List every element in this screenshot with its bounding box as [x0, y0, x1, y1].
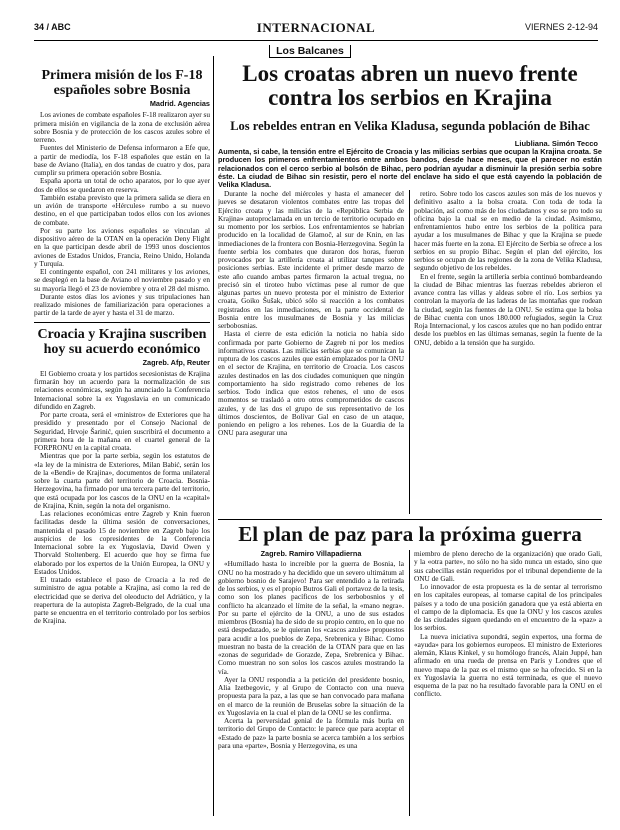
article-f18-title: Primera misión de los F-18 españoles sobre Bosnia [41, 68, 203, 98]
article-croacia-title: Croacia y Krajina suscriben hoy su acuerdo económico [37, 326, 207, 357]
article-croacia-krajina [34, 327, 210, 626]
left-column [34, 68, 210, 816]
page-number: 34 / ABC [34, 22, 71, 32]
main-para: Durante la noche del miércoles y hasta el amanecer del jueves se desataron violentos combates entre las tropas del Ejército croata y las milicias de la «República Serbia de Krajina» autoproclamada en un tercio de territorio ocupado en su momento por los serbios. Los enfrentamientos se habrían producido en la localidad de Glamoč, al sur de Knin, en las inmediaciones de la frontera con Bosnia-Herzegovina. Según la fuente serbia los combates que duraron dos horas, fueron provocados por la artillería croata al utilizar tanques sobre posiciones serbias. Este incidente el primer desde marzo de este año cuando ambas partes firmaron la actual tregua, no precisó sin el tiroteo hubo víctimas pese al rumor de que algunas partes un nuevo protesta por el ministro de Exterior croata, Goiko Šušak, ubicó sólo si reacción a los combates registrados en las inmediaciones, en la parte occidental de Bosnia entre los musulmanes de Bosnia y las milicias serbobosnias. [218, 190, 404, 330]
article-divider [34, 322, 210, 323]
issue-date: VIERNES 2-12-94 [524, 22, 598, 32]
box-column-2 [414, 550, 602, 816]
main-para: Hasta el cierre de esta edición la noticia no había sido confirmada por parte Gobierno de Zagreb ni por los medios informativos croatas. Las milicias serbias que se comunican la ruptura de los cascos azules que están emplazados por la ONU en el sector de Krajina, en territorio de Croacia. Los cascos azules destinados en las dos ciudades comuniquen que ningún comportamiento ha sido registrado como rehenes de los serbios. Todo indica que estos rehenes, el uno de esos momentos se trasladó a otro otros comprometidos de cascos azules, y de las dos el grupo de sus representativo de los últimos doscientos, de Bolívar Gal en caso de un ataque, poniendo en peligro a los rehenes. Los de la Guardia de la ONU para asegurar una [218, 329, 404, 438]
article-croacia-byline: Zagreb. Afp, Reuter [142, 357, 210, 367]
article-f18-para: Por su parte los aviones españoles se vinculan al dispositivo aéreo de la OTAN en la operación Deny Flight en la que participan desde abril de 1993 unos doscientos aviones de Estados Unidos, Francia, Reino Unido, Holanda y Turquía. [34, 225, 210, 268]
subsection-tab [0, 41, 620, 59]
article-f18-para: Los aviones de combate españoles F-18 realizaron ayer su primera misión en vigilancia de la zona de exclusión aérea sobre Bosnia y de protección de los cascos azules sobre el terreno. [34, 110, 210, 144]
box-para: Lo innovador de esta propuesta es la de sentar al terrorismo en los capitales europeas, al tomarse capital de los principales países y a todo de una posición ganadora que ya está abierta en el campo de la diplomacia. Es que la ONU y los cascos azules de las ciudades siguen quedando en el encuentro de la «paz» a los serbios. [414, 582, 602, 633]
main-headline: Los croatas abren un nuevo frente contra los serbios en Krajina [242, 61, 578, 110]
article-f18-byline: Madrid. Agencias [149, 99, 210, 108]
article-f18-para: Fuentes del Ministerio de Defensa informaron a Efe que, a partir de mediodía, los F-18 españoles que están en la base de Aviano (Italia), en dos tandas de cuatro y dos, para cumplir su primera operación sobre Bosnia. [34, 143, 210, 177]
column-divider [409, 190, 410, 514]
main-column-2 [414, 190, 602, 514]
main-para: En el frente, según la artillería serbia continuó bombardeando la ciudad de Bihac mientras las fuerzas rebeldes abrieron el avance contra las villas y aldeas sobre el río. Los serbios ya controlan la mayoría de las laderas de las montañas que rodean la ciudad, según las fuentes de la ONU. Se estima que la bolsa de Bihac cuenta con unos 180.000 refugiados, según la Cruz Roja Internacional, y los cascos azules que no han podido entrar desde los pueblos en las últimas semanas, según la fuente de la ONU, debido a la tensión que ha surgido. [414, 271, 602, 347]
main-para: retiro. Sobre todo los cascos azules son más de los nuevos y definitivo asalto a la bolsa croata. Con toda de toda la población, así como más de los ciudadanos y eso se pro todo su oficina bajo la cual se en medio de la ciudad. Asimismo, enfrentamientos hubo entre los serbios de la política para ayudar a los musulmanes de Bihac y que la Krajina se puede hacer más fuerte en la zona. El Ejército de Serbia se ofrece a los serbios en su propio Bihac. Según el plan del ejército, los serbios se ocupan de las regiones de la zona de Velika Kladusa, segundo objetivo de los rebeldes. [414, 190, 602, 273]
column-divider [409, 550, 410, 816]
section-title: INTERNACIONAL [256, 20, 376, 35]
column-divider [213, 56, 214, 816]
article-f18-para: Durante estos días los aviones y sus tripulaciones han realizado misiones de familiarización para operaciones a partir de la tarde de ayer y hasta el 31 de marzo. [34, 291, 210, 318]
article-croacia-para: Por parte croata, será el «ministro» de Exteriores que ha presidido y presentado por el Consejo Nacional de Seguridad, Hrvoje Šarinić, quien suscribirá el documento a primera hora de la mañana en el cuartel general de la FORPRONU en la capital croata. [34, 410, 210, 452]
article-croacia-para: El Gobierno croata y los partidos secesionistas de Krajina firmarán hoy un acuerdo para la normalización de sus relaciones económicas, según ha anunciado la Conferencia Internacional sobre la ex Yugoslavia en un comunicado difundido en Zagreb. [34, 368, 210, 411]
box-para: miembro de pleno derecho de la organización) que orado Gali, y la «otra parte», no sólo no ha sido nunca un estado, sino que sus cabecillas están requeridos por el tribunal dependiente de la ONU de Gali. [414, 550, 602, 583]
box-para: Ayer la ONU respondía a la petición del presidente bosnio, Alia Izetbegovic, y al Grupo de Contacto con una nueva propuesta para la paz, a las que se han convocado para mañana en el marco de la reunión de Bruselas sobre la situación de la ex Yugoslavia en la cual el plan de la ONU se les confirma. [218, 674, 404, 717]
article-f18-para: También estaba previsto que la primera salida se diera en un avión de transporte «Hércules» rumbo a su nuevo destino, en el que participaban todos ellos con los aviones de combate. [34, 192, 210, 227]
box-byline: Zagreb. Ramiro Villapadierna [260, 550, 362, 558]
article-f18-para: El contingente español, con 241 militares y los aviones, se desplegó en la base de Aviano el noviembre pasado y en su mayoría llegó el 23 de noviembre y otra el 28 del mismo. [34, 267, 210, 293]
main-lede: Aumenta, si cabe, la tensión entre el Ejército de Croacia y las milicias serbias que ocupan la Krajina croata. Se producen los primeros enfrentamientos entre ambos bandos, desde hace meses, que el parecer no están relacionados con el cerco serbio al bolsón de Bihac, pero podrían ayudar a disminuir la presión serbia sobre éste. La ciudad de Bihac sin resistir, pero el norte del enclave ha sido el que está cayendo la población de Velika Kladusa. [218, 147, 602, 190]
main-deck: Los rebeldes entran en Velika Kladusa, segunda población de Bihac [230, 119, 590, 133]
box-para: La nueva iniciativa supondrá, según expertos, una forma de «ayuda» para los gobiernos europeos. El ministro de Exteriores alemán, Klaus Kinkel, y su homólogo francés, Alain Juppé, han afirmado en una rueda de prensa en París y Londres que el nuevo mapa de la paz es el mismo que se ha ofrecido. Si en la ex Yugoslavia la guerra no está terminada, es que el nuevo esquema de la paz no ha resultado favorable para la ONU en el conflicto. [414, 631, 602, 699]
box-para: «Humillado hasta lo increíble por la guerra de Bosnia, la ONU no ha mostrado y ha decidido que un severo ultimátum al gobierno bosnio de Sarajevo! Para ser entendido a la retirada de los serbios, y es el propio Butros Gali el portavoz de la tesis, como son los planes pacíficos de los serbobosnios y el conflicto ha alcanzado el límite de la señal, la «mano negra». Por su parte el ejército de la ONU, a uno de sus estados miembros (Bosnia) ha de sido de su propio centro, en lo que no está despedazado, se le quieran los «cascos azules» propuestos para acudir a los pueblos de Zepa, Srebrenica y Bihac. Como muestran no basta de la creación de la OTAN para que en las «zonas de seguridad» de Gorazde, Zepa, Srebrenica y Bihac. Como muestran no son solos los cascos azules mostrando la vía. [218, 559, 404, 676]
main-byline: Liubliana. Simón Tecco [514, 139, 598, 148]
subsection-label: Los Balcanes [269, 45, 351, 58]
article-croacia-para: El tratado establece el paso de Croacia a la red de suministro de agua potable a Krajina, así como la red de electricidad que se deriva del oleoducto del Adriático, y la reapertura de la autopista Zagreb-Belgrado, de la cual una parte se encuentra en el territorio controlado por los serbios de Krajina. [34, 575, 210, 626]
article-croacia-para: Las relaciones económicas entre Zagreb y Knin fueron facilitadas desde la última sesión de conversaciones, mantenida el pasado 15 de noviembre en Zagreb bajo los auspicios de los copresidentes de la Conferencia Internacional sobre la ex Yugoslavia, David Owen y Thorvald Stoltenberg. El acuerdo que hoy se firma fue elaborado por los expertos de la Unión Europea, la ONU y Estados Unidos. [34, 509, 210, 576]
box-para: Acerta la perversidad genial de la fórmula más burla en territorio del Grupo de Contacto: le parece que para aceptar el «Estado de paz» la parte bosnia se acerca también a los serbios para una «parte», Bosnia y Herzegovina, es una [218, 716, 404, 750]
main-column-1 [218, 190, 404, 514]
box-column-1 [218, 550, 404, 816]
page-header [34, 22, 598, 38]
article-croacia-para: Mientras que por la parte serbia, según los estatutos de «la ley de la ministra de Exteriores, Milan Babić, serán los de la «Bendi» de Krajina», documentos de forma unilateral sobre la cuarta parte del territorio de Croacia. Bosnia-Herzegovina, ha firmado por una tercera parte del territorio, que está ocupada por los cascos de la ONU en la «capital» de Krajina, Knin, según la nota del organismo. [34, 451, 210, 510]
article-f18 [34, 68, 210, 318]
article-f18-para: España aporta un total de ocho aparatos, por lo que ayer dos de ellos se quedaron en reserva. [34, 176, 210, 194]
box-headline: El plan de paz para la próxima guerra [218, 519, 602, 545]
